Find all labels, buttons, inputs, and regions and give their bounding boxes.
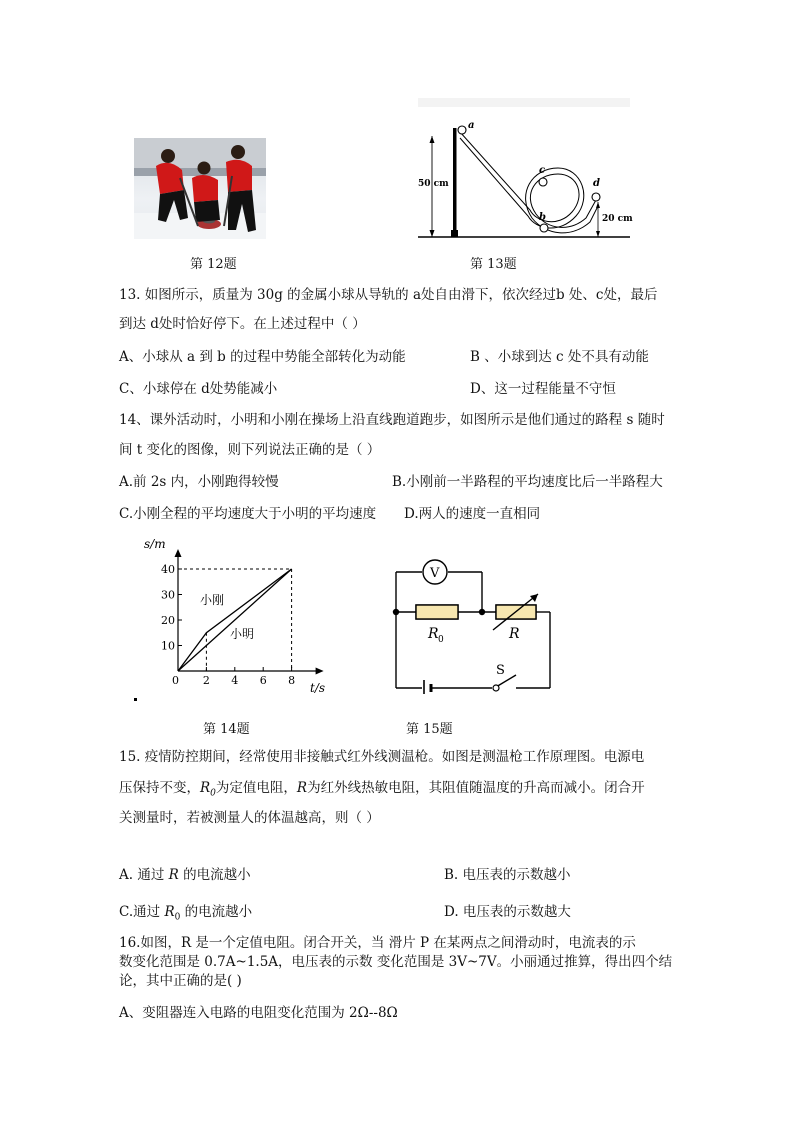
chart-y-axis-label: s/m: [144, 537, 166, 551]
series-label-xiaoming: 小明: [230, 627, 255, 641]
label-c: c: [539, 165, 546, 176]
stray-dot: [134, 698, 137, 701]
y-tick-label: 20: [161, 614, 175, 627]
q13-option-c: C、小球停在 d处势能减小: [119, 381, 278, 397]
series-line-xiaoming: [178, 569, 292, 671]
q16-line1: 16.如图，R 是一个定值电阻。闭合开关，当 滑片 P 在某两点之间滑动时，电流表的示: [119, 935, 636, 951]
x-tick-label: 8: [288, 674, 296, 687]
x-tick-label: 6: [259, 674, 267, 687]
voltmeter-label: V: [430, 566, 440, 581]
r-label: R: [509, 626, 520, 642]
label-a: a: [468, 120, 475, 131]
q14-option-a: A.前 2s 内，小刚跑得较慢: [119, 474, 279, 490]
fig13-caption: 第 13题: [470, 257, 517, 272]
r0-label: R: [428, 626, 439, 642]
q13-line1: 13. 如图所示，质量为 30g 的金属小球从导轨的 a处自由滑下，依次经过b 处、c处，最后: [119, 287, 658, 303]
x-tick-label: 4: [231, 674, 239, 687]
q13-line2: 到达 d处时恰好停下。在上述过程中（ ）: [119, 316, 366, 332]
scan-artifact: [418, 98, 630, 107]
q15-option-b: B. 电压表的示数越小: [444, 867, 571, 883]
r0-subscript: 0: [438, 635, 444, 645]
label-50cm: 50 cm: [418, 179, 449, 189]
label-b: b: [539, 212, 546, 223]
q15-line3: 关测量时，若被测量人的体温越高，则（ ）: [119, 810, 380, 826]
label-20cm: 20 cm: [602, 214, 633, 224]
q16-line2: 数变化范围是 0.7A~1.5A，电压表的示数 变化范围是 3V~7V。小丽通过推算，得出四个结: [119, 954, 673, 970]
x-tick-label: 2: [202, 674, 210, 687]
fig15-caption: 第 15题: [406, 722, 453, 737]
q15-line1: 15. 疫情防控期间，经常使用非接触式红外线测温枪。如图是测温枪工作原理图。电源电: [119, 749, 645, 765]
circuit-diagram: [388, 558, 558, 694]
q15-option-d: D. 电压表的示数越大: [444, 904, 571, 920]
curling-illustration: [134, 138, 266, 239]
q15-line2-part2: 为定值电阻，: [215, 780, 297, 796]
series-label-xiaogang: 小刚: [200, 593, 225, 607]
curling-photo: [134, 138, 266, 239]
chart-x-axis-label: t/s: [310, 681, 326, 695]
q15-option-a: A. 通过 R 的电流越小: [119, 867, 251, 883]
q15-symbol-r0: $R_0$: [200, 780, 216, 799]
q13-option-a: A、小球从 a 到 b 的过程中势能全部转化为动能: [119, 349, 406, 365]
x-axis-arrow: [316, 668, 324, 675]
fig12-caption: 第 12题: [190, 257, 237, 272]
fig14-caption: 第 14题: [203, 722, 250, 737]
q16-line3: 论，其中正确的是( ): [119, 973, 242, 989]
q14-option-b: B.小刚前一半路程的平均速度比后一半路程大: [392, 474, 663, 490]
q15-option-c: C.通过 $R_0$ 的电流越小: [119, 904, 253, 923]
q14-option-c: C.小刚全程的平均速度大于小明的平均速度: [119, 506, 377, 522]
track-diagram: [418, 118, 634, 244]
q15-symbol-r: R: [296, 780, 308, 796]
q14-option-d: D.两人的速度一直相同: [404, 506, 541, 522]
y-axis-arrow: [175, 549, 182, 557]
label-d: d: [593, 178, 600, 189]
x-tick-label: 0: [172, 674, 179, 687]
switch-label: S: [496, 663, 505, 678]
q13-option-b: B 、小球到达 c 处不具有动能: [470, 349, 649, 365]
y-tick-label: 10: [161, 639, 175, 653]
distance-time-chart: [132, 534, 332, 706]
q16-option-a: A、变阻器连入电路的电阻变化范围为 2Ω--8Ω: [119, 1005, 398, 1021]
y-tick-label: 30: [161, 588, 175, 602]
q15-line2-part1: 压保持不变，: [119, 780, 200, 796]
q15-line2: [119, 779, 645, 803]
q13-option-d: D、这一过程能量不守恒: [470, 381, 616, 397]
q14-line1: 14、课外活动时，小明和小刚在操场上沿直线跑道跑步，如图所示是他们通过的路程 s 随时: [119, 412, 665, 428]
q14-line2: 间 t 变化的图像，则下列说法正确的是（ ）: [119, 442, 381, 458]
q15-line2-part3: 为红外线热敏电阻，其阻值随温度的升高而减小。闭合开: [307, 780, 645, 796]
y-tick-label: 40: [161, 563, 175, 576]
